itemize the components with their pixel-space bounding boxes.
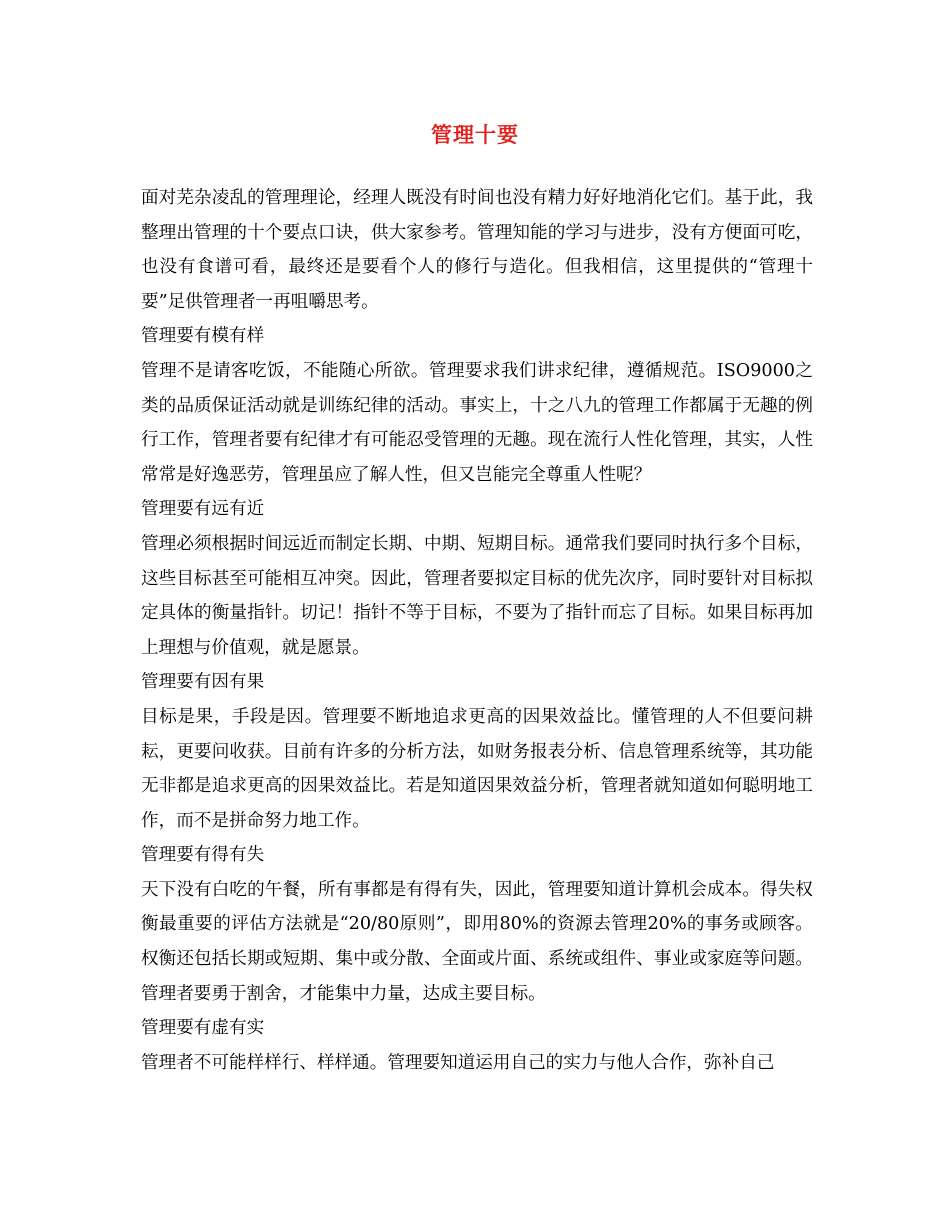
section-heading-5: 管理要有虚有实 — [141, 1018, 265, 1039]
section-paragraph-4: 天下没有白吃的午餐，所有事都是有得有失，因此，管理要知道计算机会成本。得失权衡最重要的评估方法就是“20/80原则”，即用80%的资源去管理20%的事务或顾客。权衡还包括长期或短期、集中或分散、全面或片面、系统或组件、事业或家庭等问题。管理者要勇于割舍，才能集中力量，达成主要目标。 — [141, 879, 813, 1004]
section-paragraph-5: 管理者不可能样样行、样样通。管理要知道运用自己的实力与他人合作，弥补自己 — [141, 1052, 775, 1073]
section-paragraph-3: 目标是果，手段是因。管理要不断地追求更高的因果效益比。懂管理的人不但要问耕耘，更要问收获。目前有许多的分析方法，如财务报表分析、信息管理系统等，其功能无非都是追求更高的因果效益比。若是知道因果效益分析，管理者就知道如何聪明地工作，而不是拼命努力地工作。 — [141, 706, 813, 831]
section-heading-1: 管理要有模有样 — [141, 326, 265, 347]
document-body — [141, 181, 813, 1080]
section-heading-4: 管理要有得有失 — [141, 845, 265, 866]
document-title: 管理十要 — [431, 122, 519, 147]
section-heading-3: 管理要有因有果 — [141, 672, 265, 693]
section-paragraph-2: 管理必须根据时间远近而制定长期、中期、短期目标。通常我们要同时执行多个目标，这些目标甚至可能相互冲突。因此，管理者要拟定目标的优先次序，同时要针对目标拟定具体的衡量指针。切记！指针不等于目标，不要为了指针而忘了目标。如果目标再加上理想与价值观，就是愿景。 — [141, 533, 813, 658]
intro-paragraph: 面对芜杂凌乱的管理理论，经理人既没有时间也没有精力好好地消化它们。基于此，我整理出管理的十个要点口诀，供大家参考。管理知能的学习与进步，没有方便面可吃，也没有食谱可看，最终还是要看个人的修行与造化。但我相信，这里提供的“管理十要”足供管理者一再咀嚼思考。 — [141, 188, 813, 312]
section-paragraph-1: 管理不是请客吃饭，不能随心所欲。管理要求我们讲求纪律，遵循规范。ISO9000之类的品质保证活动就是训练纪律的活动。事实上，十之八九的管理工作都属于无趣的例行工作，管理者要有纪律才有可能忍受管理的无趣。现在流行人性化管理，其实，人性常常是好逸恶劳，管理虽应了解人性，但又岂能完全尊重人性呢？ — [141, 360, 813, 485]
section-heading-2: 管理要有远有近 — [141, 499, 265, 520]
